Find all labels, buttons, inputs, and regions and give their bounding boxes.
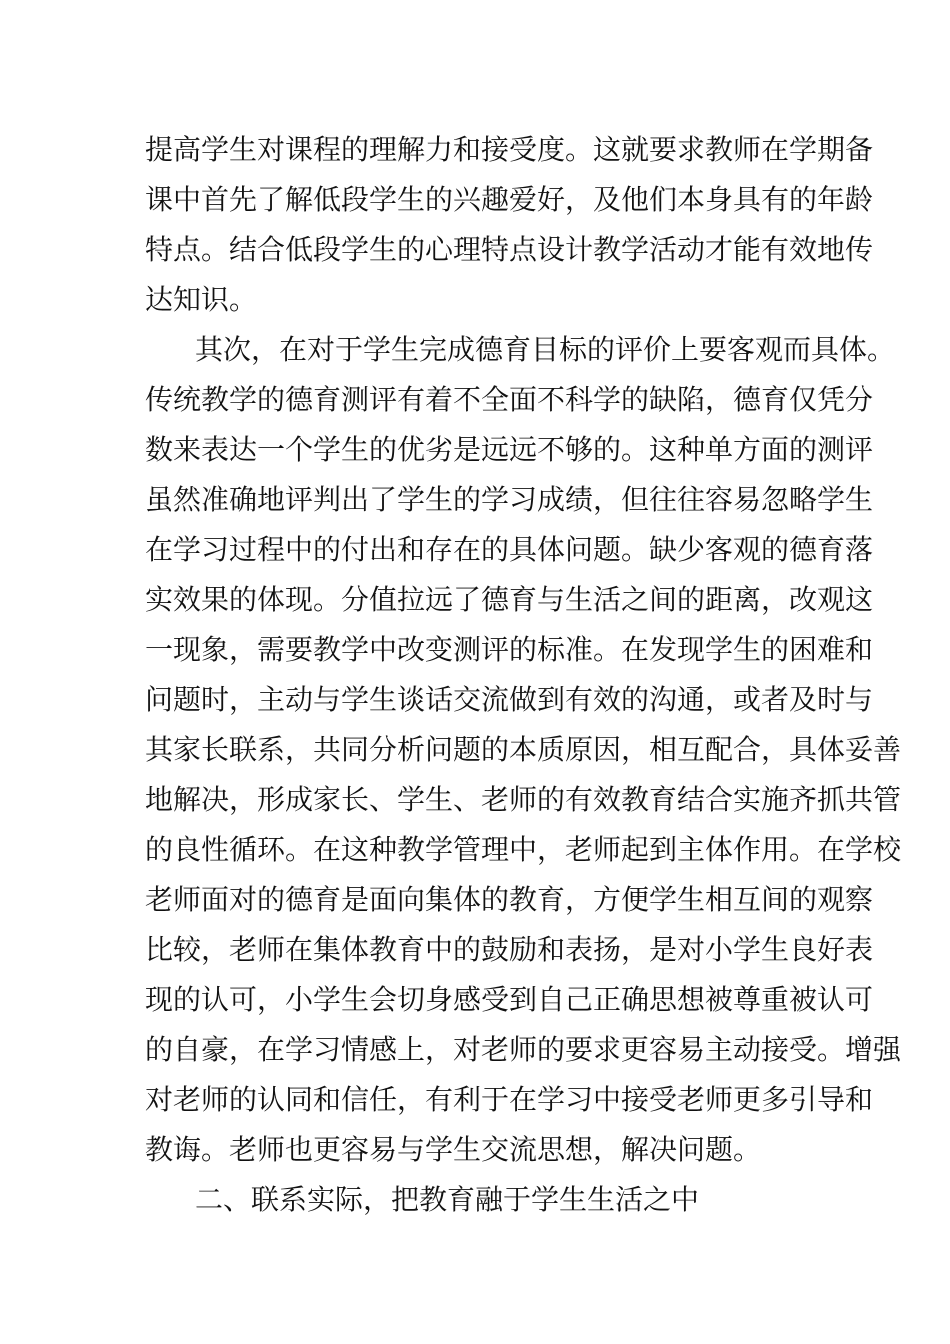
text-line: 特点。结合低段学生的心理特点设计教学活动才能有效地传 bbox=[145, 233, 874, 266]
text-line: 实效果的体现。分值拉远了德育与生活之间的距离，改观这 bbox=[145, 583, 874, 616]
text-line: 一现象，需要教学中改变测评的标准。在发现学生的困难和 bbox=[145, 633, 874, 666]
text-line: 虽然准确地评判出了学生的学习成绩，但往往容易忽略学生 bbox=[145, 483, 874, 516]
text-line: 达知识。 bbox=[145, 283, 258, 316]
text-line: 比较，老师在集体教育中的鼓励和表扬，是对小学生良好表 bbox=[145, 933, 874, 966]
text-line: 问题时，主动与学生谈话交流做到有效的沟通，或者及时与 bbox=[145, 683, 874, 716]
text-line: 的良性循环。在这种教学管理中，老师起到主体作用。在学校 bbox=[145, 833, 902, 866]
text-line: 教诲。老师也更容易与学生交流思想，解决问题。 bbox=[145, 1133, 762, 1166]
text-line: 的自豪，在学习情感上，对老师的要求更容易主动接受。增强 bbox=[145, 1033, 902, 1066]
text-line: 在学习过程中的付出和存在的具体问题。缺少客观的德育落 bbox=[145, 533, 874, 566]
paragraph-first-line: 其次，在对于学生完成德育目标的评价上要客观而具体。 bbox=[195, 333, 896, 366]
text-line: 其家长联系，共同分析问题的本质原因，相互配合，具体妥善 bbox=[145, 733, 902, 766]
text-line: 现的认可，小学生会切身感受到自己正确思想被尊重被认可 bbox=[145, 983, 874, 1016]
text-line: 传统教学的德育测评有着不全面不科学的缺陷，德育仅凭分 bbox=[145, 383, 874, 416]
text-line: 地解决，形成家长、学生、老师的有效教育结合实施齐抓共管 bbox=[145, 783, 902, 816]
text-line: 数来表达一个学生的优劣是远远不够的。这种单方面的测评 bbox=[145, 433, 874, 466]
text-line: 课中首先了解低段学生的兴趣爱好，及他们本身具有的年龄 bbox=[145, 183, 874, 216]
text-line: 提高学生对课程的理解力和接受度。这就要求教师在学期备 bbox=[145, 133, 874, 166]
section-heading: 二、联系实际，把教育融于学生生活之中 bbox=[195, 1183, 700, 1216]
text-line: 对老师的认同和信任，有利于在学习中接受老师更多引导和 bbox=[145, 1083, 874, 1116]
text-line: 老师面对的德育是面向集体的教育，方便学生相互间的观察 bbox=[145, 883, 874, 916]
